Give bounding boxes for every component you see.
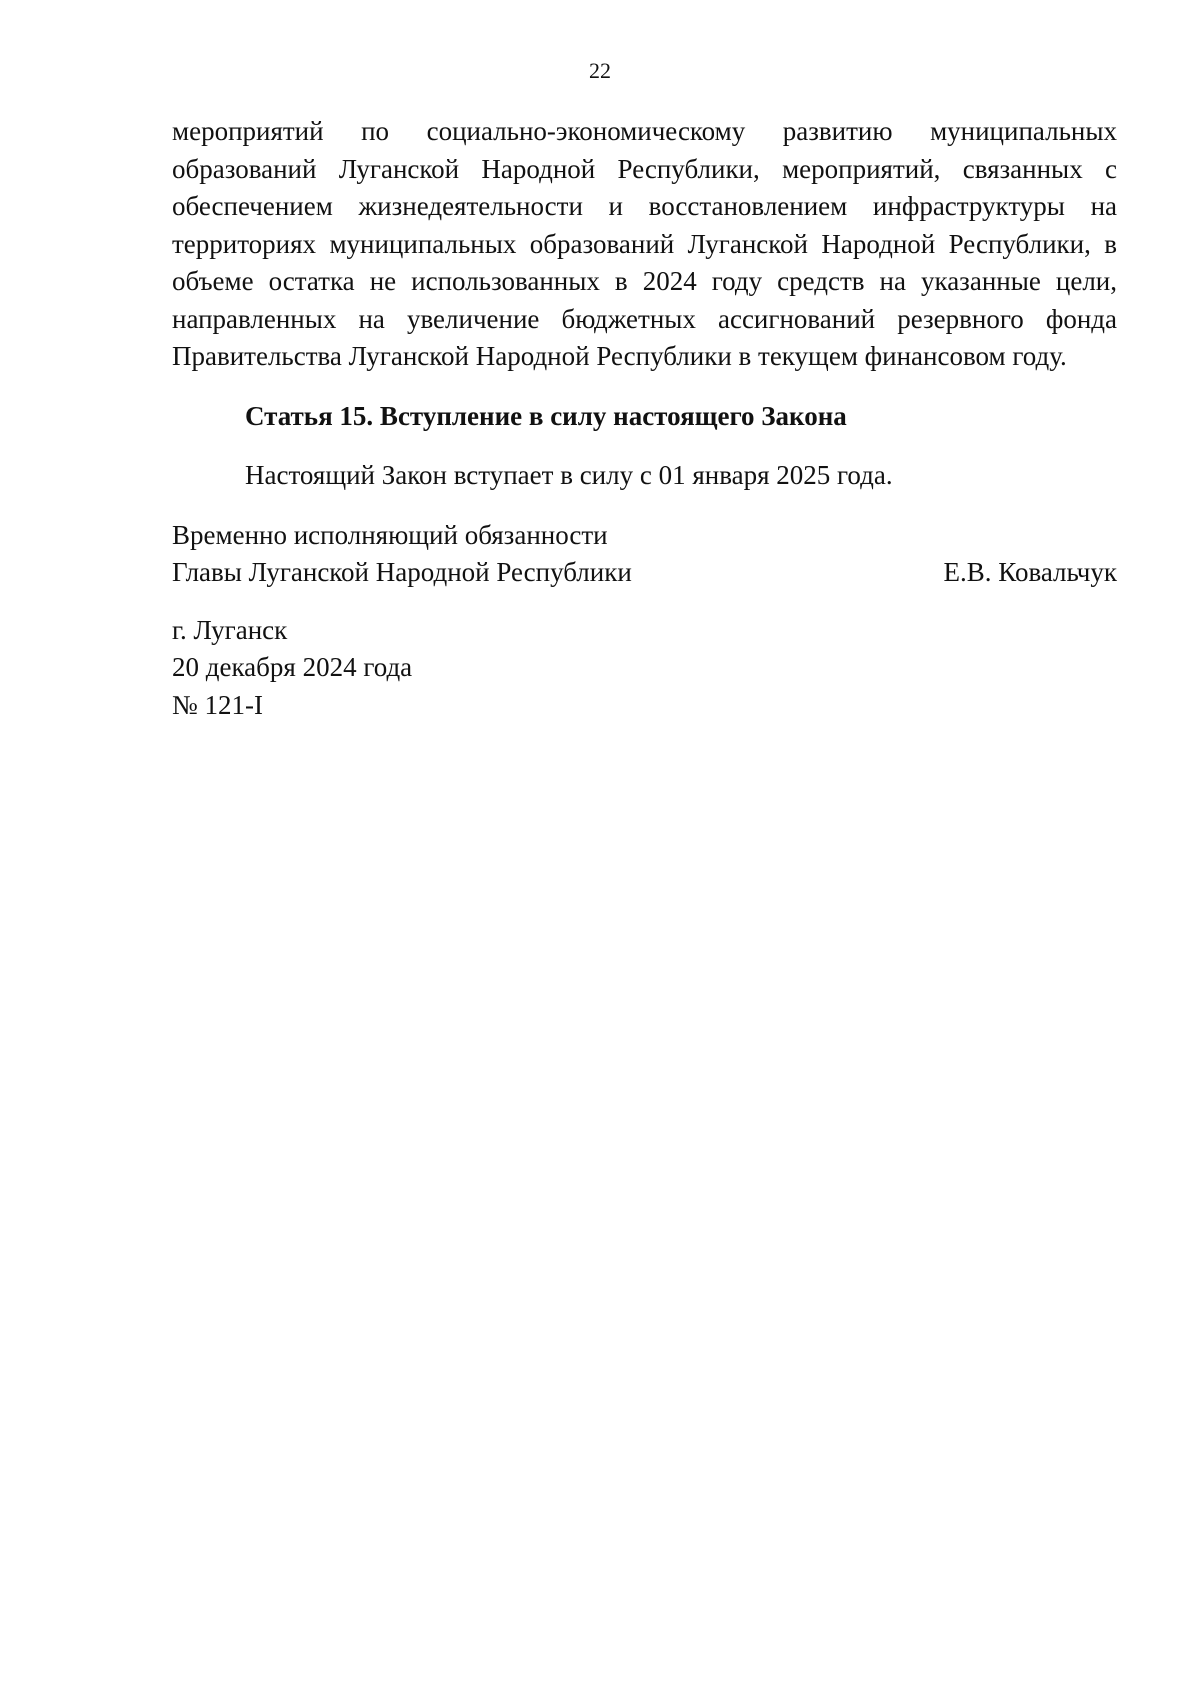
signatory-name: Е.В. Ковальчук xyxy=(943,557,1117,587)
signatory-title-line2: Главы Луганской Народной Республики xyxy=(172,557,632,587)
law-number: № 121-I xyxy=(172,689,263,720)
article-text: Настоящий Закон вступает в силу с 01 января 2025 года. xyxy=(245,460,893,490)
document-body xyxy=(172,113,1117,724)
main-paragraph: мероприятий по социально-экономическому развитию муниципальных образований Луганской Народной Республики, мероприятий, связанных с обеспечением жизнедеятельности и восстановлением инфраструктуры на территориях муниципальных образований Луганской Народной Республики, в объеме остатка не использованных в 2024 году средств на указанные цели, направленных на увеличение бюджетных ассигнований резервного фонда Правительства Луганской Народной Республики в текущем финансовом году. xyxy=(172,116,1117,371)
signatory-title-line1: Временно исполняющий обязанности xyxy=(172,519,608,550)
signature-block xyxy=(172,517,1117,592)
place-date-block xyxy=(172,612,1117,725)
law-date: 20 декабря 2024 года xyxy=(172,652,413,682)
article-heading: Статья 15. Вступление в силу настоящего Закона xyxy=(245,400,847,431)
page-number: 22 xyxy=(589,58,611,83)
city: г. Луганск xyxy=(172,614,288,645)
